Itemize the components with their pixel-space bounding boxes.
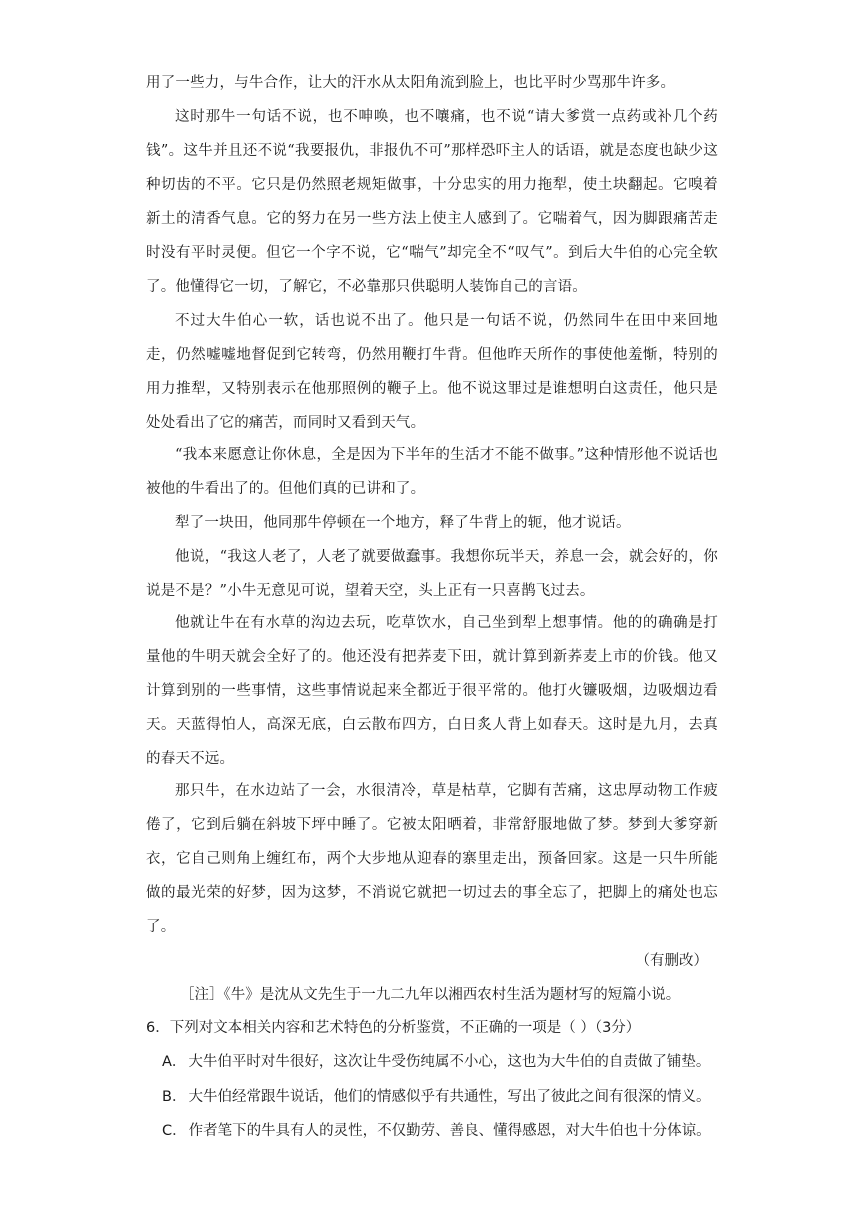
option-a-letter: A． [162, 1054, 187, 1070]
footnote: ［注］《牛》是沈从文先生于一九二九年以湘西农村生活为题材写的短篇小说。 [180, 987, 681, 1003]
option-b-letter: B． [162, 1089, 187, 1105]
passage-paragraph-6: 他说，“我这人老了，人老了就要做蠢事。我想你玩半天，养息一会，就会好的，你说是不是？”小牛无意见可说，望着天空，头上正有一只喜鹊飞过去。 [146, 549, 718, 599]
option-c-letter: C． [162, 1123, 187, 1139]
option-a[interactable] [162, 1045, 710, 1079]
passage-paragraph-7: 他就让牛在有水草的沟边去玩，吃草饮水，自己坐到犁上想事情。他的的确确是打量他的牛明天就会全好了的。他还没有把荞麦下田，就计算到新荞麦上市的价钱。他又计算到别的一些事情，这些事情说起来全都近于很平常的。他打火镰吸烟，边吸烟边看天。天蓝得怕人，高深无底，白云散布四方，白日炙人背上如春天。这时是九月，去真的春天不远。 [146, 615, 718, 767]
passage-paragraph-5: 犁了一块田，他同那牛停顿在一个地方，释了牛背上的轭，他才说话。 [175, 515, 631, 531]
passage-paragraph-1: 用了一些力，与牛合作，让大的汗水从太阳角流到脸上，也比平时少骂那牛许多。 [146, 75, 676, 91]
option-c[interactable] [162, 1114, 711, 1148]
passage-paragraph-4: “我本来愿意让你休息，全是因为下半年的生活才不能不做事。”这种情形他不说话也被他的牛看出了的。但他们真的已讲和了。 [146, 447, 718, 497]
option-b[interactable] [162, 1080, 710, 1114]
passage-paragraph-2: 这时那牛一句话不说，也不呻唤，也不嚷痛，也不说“请大爹赏一点药或补几个药钱”。这牛并且还不说“我要报仇，非报仇不可”那样恐吓主人的话语，就是态度也缺少这种切齿的不平。它只是仍然照老规矩做事，十分忠实的用力拖犁，使土块翻起。它嗅着新土的清香气息。它的努力在另一些方法上使主人感到了。它喘着气，因为脚跟痛苦走时没有平时灵便。但它一个字不说，它“喘气”却完全不“叹气”。到后大牛伯的心完全软了。他懂得它一切，了解它，不必靠那只供聪明人装饰自己的言语。 [146, 109, 718, 295]
source-note: （有删改） [635, 953, 708, 969]
option-b-text: 大牛伯经常跟牛说话，他们的情感似乎有共通性，写出了彼此之间有很深的情义。 [188, 1089, 711, 1105]
passage-paragraph-8: 那只牛，在水边站了一会，水很清冷，草是枯草，它脚有苦痛，这忠厚动物工作疲倦了，它到后躺在斜坡下坪中睡了。它被太阳晒着，非常舒服地做了梦。梦到大爹穿新衣，它自己则角上缠红布，两个大步地从迎春的寨里走出，预备回家。这是一只牛所能做的最光荣的好梦，因为这梦，不消说它就把一切过去的事全忘了，把脚上的痛处也忘了。 [146, 783, 718, 935]
question-stem: 6．下列对文本相关内容和艺术特色的分析鉴赏，不正确的一项是（ ）（3分） [146, 1020, 641, 1036]
option-c-text: 作者笔下的牛具有人的灵性，不仅勤劳、善良、懂得感恩，对大牛伯也十分体谅。 [188, 1123, 711, 1139]
passage-paragraph-3: 不过大牛伯心一软，话也说不出了。他只是一句话不说，仍然同牛在田中来回地走，仍然嘘嘘地督促到它转弯，仍然用鞭打牛背。但他昨天所作的事使他羞惭，特别的用力推犁，又特别表示在他那照例的鞭子上。他不说这罪过是谁想明白这责任，他只是处处看出了它的痛苦，而同时又看到天气。 [146, 313, 718, 431]
option-a-text: 大牛伯平时对牛很好，这次让牛受伤纯属不小心，这也为大牛伯的自责做了铺垫。 [188, 1054, 711, 1070]
